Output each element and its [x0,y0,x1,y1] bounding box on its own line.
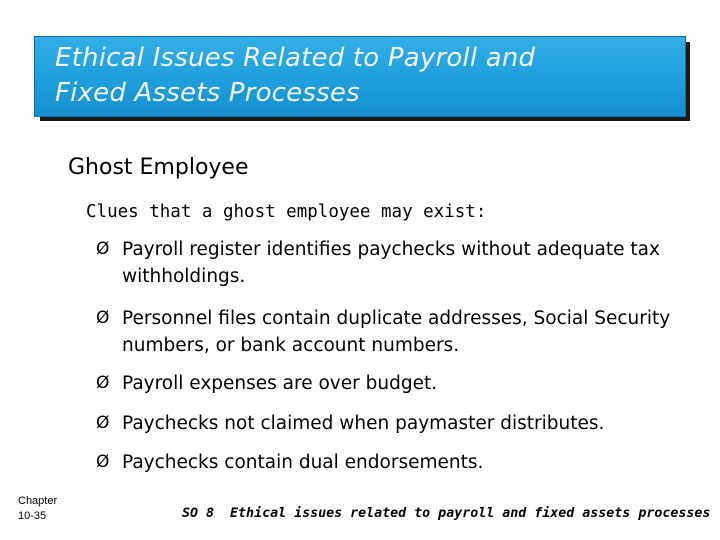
title-line-2: Fixed Assets Processes [55,78,360,108]
bullet-text: Personnel files contain duplicate addresses, Social Security numbers, or bank account numbers. [122,308,671,356]
chapter-page-number: 10-35 [18,510,47,522]
bullet-item [96,236,676,290]
bullet-text: Payroll expenses are over budget. [122,373,438,394]
clues-label: Clues that a ghost employee may exist: [86,202,487,222]
section-heading: Ghost Employee [68,155,249,180]
slide-title-banner [34,36,686,117]
bullet-item [96,449,676,476]
arrow-bullet-icon: Ø [96,452,110,472]
bullet-text: Payroll register identifies paychecks without adequate tax withholdings. [122,239,660,287]
footer-text: Ethical issues related to payroll and fixed assets processes [230,506,711,521]
bullet-item [96,305,676,359]
chapter-word: Chapter [18,495,58,507]
bullet-item [96,410,676,437]
footer-so-number: SO 8 [182,506,215,521]
arrow-bullet-icon: Ø [96,413,110,433]
slide-title [55,41,675,111]
arrow-bullet-icon: Ø [96,239,110,259]
bullet-item [96,370,676,397]
arrow-bullet-icon: Ø [96,373,110,393]
title-line-1: Ethical Issues Related to Payroll and [55,43,536,73]
footer-study-objective [182,506,710,521]
arrow-bullet-icon: Ø [96,308,110,328]
bullet-text: Paychecks not claimed when paymaster distributes. [122,413,605,434]
chapter-label [18,494,57,524]
bullet-text: Paychecks contain dual endorsements. [122,452,484,473]
